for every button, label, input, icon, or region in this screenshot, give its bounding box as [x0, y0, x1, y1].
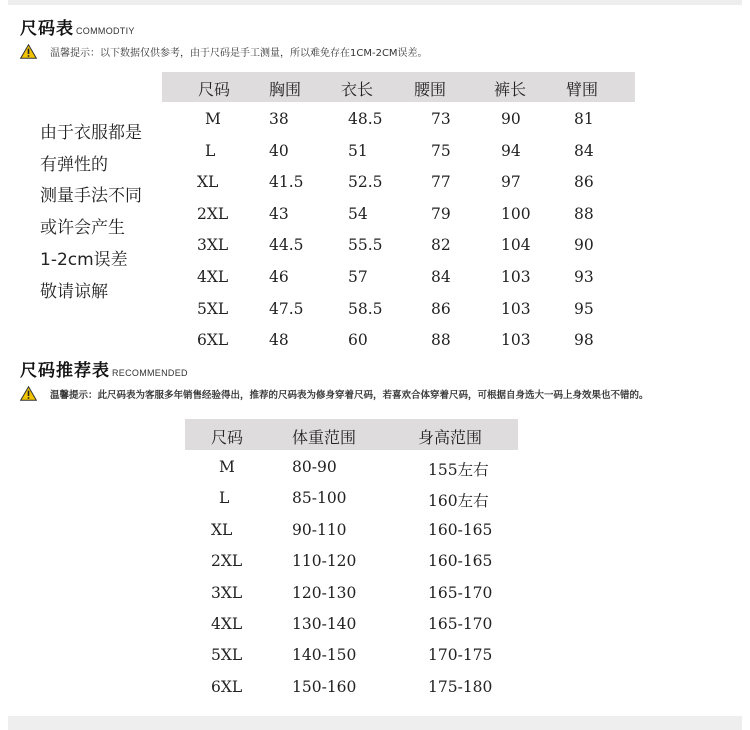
side-note-line: 有弹性的 [40, 154, 108, 175]
value-cell: 48.5 [348, 110, 383, 128]
value-cell: 79 [431, 204, 451, 223]
size-table-header-band [162, 72, 635, 102]
size-chart-notice [20, 44, 428, 59]
column-header: 衣长 [341, 80, 374, 99]
value-cell: 84 [574, 141, 594, 160]
notice-text: 此尺码表为客服多年销售经验得出，推荐的尺码表为修身穿着尺码，若喜欢合体穿着尺码，可根据自身选大一码上身效果也不错的。 [97, 389, 649, 401]
side-note-line: 敬请谅解 [40, 281, 108, 302]
notice-label: 温馨提示： [50, 48, 100, 59]
column-header: 臂围 [566, 80, 599, 99]
size-cell: 4XL [197, 268, 229, 286]
side-note-line: 或许会产生 [40, 218, 125, 239]
notice-text: 以下数据仅供参考，由于尺码是手工测量，所以难免存在1CM-2CM误差。 [100, 48, 428, 59]
value-cell: 40 [269, 141, 289, 160]
value-cell: 73 [431, 110, 451, 128]
value-cell: 80-90 [292, 458, 337, 476]
value-cell: 51 [348, 141, 368, 160]
value-cell: 170-175 [428, 646, 493, 665]
value-cell: 100 [501, 204, 531, 223]
value-cell: 160-165 [428, 552, 493, 571]
value-cell: 160-165 [428, 520, 493, 539]
value-cell: 140-150 [292, 646, 357, 665]
value-cell: 110-120 [292, 552, 357, 571]
recommend-chart-title: 尺码推荐表 [20, 361, 110, 381]
value-cell: 98 [574, 331, 594, 350]
value-cell: 120-130 [292, 583, 357, 602]
value-cell: 55.5 [348, 236, 383, 255]
value-cell: 90-110 [292, 520, 347, 539]
value-cell: 104 [501, 236, 531, 255]
column-header: 体重范围 [292, 428, 357, 447]
value-cell: 84 [431, 268, 451, 286]
value-cell: 90 [501, 110, 521, 128]
side-note [40, 118, 142, 308]
size-cell: M [205, 110, 221, 128]
side-note-line: 由于衣服都是 [40, 123, 142, 143]
value-cell: 60 [348, 331, 368, 350]
value-cell: 95 [574, 299, 594, 318]
value-cell: 44.5 [269, 236, 304, 255]
value-cell: 43 [269, 204, 289, 223]
size-cell: 2XL [197, 204, 229, 223]
value-cell: 57 [348, 268, 368, 286]
size-cell: 6XL [211, 677, 243, 696]
size-cell: 3XL [211, 583, 243, 602]
size-cell: 6XL [197, 331, 229, 350]
recommend-chart-heading [20, 356, 188, 381]
size-cell: M [219, 458, 235, 476]
size-cell: L [205, 141, 216, 160]
bottom-divider-bar [8, 716, 742, 730]
value-cell: 88 [574, 204, 594, 223]
value-cell: 93 [574, 268, 594, 286]
value-cell: 86 [431, 299, 451, 318]
value-cell: 46 [269, 268, 289, 286]
value-cell: 160左右 [428, 492, 489, 511]
value-cell: 165-170 [428, 583, 493, 602]
column-header: 胸围 [269, 80, 302, 99]
column-header: 裤长 [494, 80, 527, 99]
value-cell: 165-170 [428, 615, 493, 633]
value-cell: 77 [431, 173, 451, 192]
value-cell: 150-160 [292, 677, 357, 696]
value-cell: 41.5 [269, 173, 304, 192]
size-cell: L [219, 489, 230, 508]
value-cell: 38 [269, 110, 289, 128]
value-cell: 82 [431, 236, 451, 255]
value-cell: 75 [431, 141, 451, 160]
top-divider-bar [8, 0, 742, 5]
size-cell: 2XL [211, 552, 243, 571]
value-cell: 103 [501, 299, 531, 318]
value-cell: 103 [501, 268, 531, 286]
value-cell: 54 [348, 204, 368, 223]
value-cell: 85-100 [292, 489, 347, 508]
size-chart-title-en: COMMODTIY [76, 26, 135, 36]
size-chart-heading [20, 14, 135, 39]
value-cell: 175-180 [428, 677, 493, 696]
size-cell: 5XL [211, 646, 243, 665]
size-cell: 3XL [197, 236, 229, 255]
value-cell: 52.5 [348, 173, 383, 192]
value-cell: 48 [269, 331, 289, 350]
value-cell: 88 [431, 331, 451, 350]
value-cell: 94 [501, 141, 521, 160]
size-chart-title: 尺码表 [20, 19, 74, 39]
value-cell: 97 [501, 173, 521, 192]
value-cell: 81 [574, 110, 594, 128]
size-cell: XL [197, 173, 219, 192]
value-cell: 90 [574, 236, 594, 255]
value-cell: 130-140 [292, 615, 357, 633]
column-header: 身高范围 [418, 428, 483, 447]
value-cell: 155左右 [428, 461, 489, 479]
warning-triangle-icon [20, 386, 37, 401]
recommend-chart-title-en: RECOMMENDED [112, 368, 188, 378]
size-cell: XL [211, 520, 233, 539]
value-cell: 47.5 [269, 299, 304, 318]
side-note-line: 1-2cm误差 [40, 249, 128, 270]
recommend-chart-notice [20, 386, 649, 401]
notice-label: 温馨提示： [50, 389, 98, 401]
value-cell: 86 [574, 173, 594, 192]
value-cell: 103 [501, 331, 531, 350]
size-cell: 5XL [197, 299, 229, 318]
column-header: 腰围 [414, 80, 447, 99]
size-cell: 4XL [211, 615, 243, 633]
warning-triangle-icon [20, 44, 37, 59]
column-header: 尺码 [198, 80, 231, 99]
column-header: 尺码 [211, 428, 244, 447]
side-note-line: 测量手法不同 [40, 186, 142, 207]
value-cell: 58.5 [348, 299, 383, 318]
